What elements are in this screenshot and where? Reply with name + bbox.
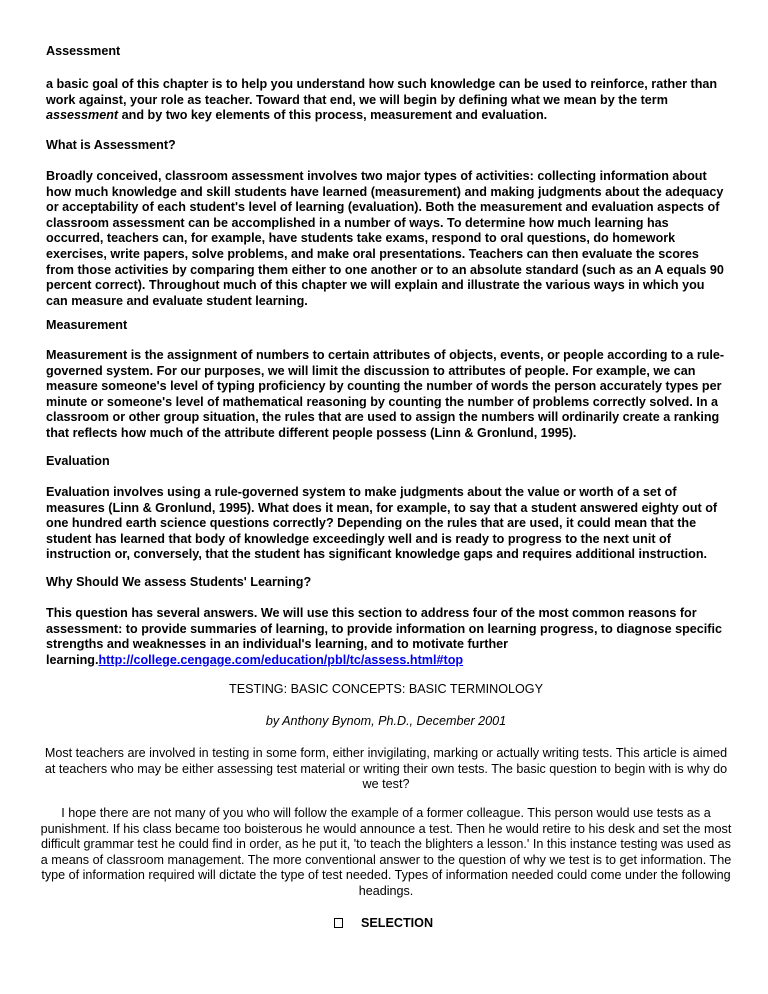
source-link[interactable]: http://college.cengage.com/education/pbl/tc/assess.html#top — [98, 652, 464, 667]
why-assess-text: This question has several answers. We will use this section to address four of the most common reasons for assessment: to provide summaries of learning, to provide information on learning progress, to diagnose specific strengths and weaknesses in an individual's learning, and to motivate further learning. — [46, 606, 723, 667]
bullet-item-selection — [334, 916, 634, 932]
heading-why-assess: Why Should We assess Students' Learning? — [46, 575, 312, 589]
paragraph-what-is-assessment: Broadly conceived, classroom assessment involves two major types of activities: collecting information about how much knowledge and skill students have learned (measurement) and making judgments about the adequacy or acceptability of each student's level of learning (evaluation). Both the measurement and evaluation aspects of classroom assessment can be accomplished in a number of ways. To determine how much learning has occurred, teachers can, for example, have students take exams, respond to oral questions, do homework exercises, write papers, solve problems, and make oral presentations. Teachers can then evaluate the scores from those activities by comparing them either to one another or to an absolute standard (such as an A equals 90 percent correct). Throughout much of this chapter we will explain and illustrate the various ways in which you can measure and evaluate student learning. — [46, 169, 724, 308]
paragraph-measurement: Measurement is the assignment of numbers to certain attributes of objects, events, or people according to a rule-governed system. For our purposes, we will limit the discussion to attributes of people. For example, we can measure someone's level of typing proficiency by counting the number of words the person accurately types per minute or someone's level of mathematical reasoning by counting the number of problems correctly solved. In a classroom or other group situation, the rules that are used to assign the numbers will ordinarily create a ranking that reflects how much of the attribute different people possess (Linn & Gronlund, 1995). — [46, 348, 725, 440]
paragraph-why-test: Most teachers are involved in testing in some form, either invigilating, marking or actually writing tests. This article is aimed at teachers who may be either assessing test material or writing their own tests. The basic question to begin with is why do we test? — [44, 746, 728, 792]
heading-evaluation: Evaluation — [46, 454, 110, 468]
intro-text-b: and by two key elements of this process, measurement and evaluation. — [118, 108, 548, 123]
testing-title: TESTING: BASIC CONCEPTS: BASIC TERMINOLOGY — [229, 682, 543, 696]
intro-text-a: a basic goal of this chapter is to help you understand how such knowledge can be used to reinforce, rather than work against, your role as teacher. Toward that end, we will begin by defining what we mean by the term — [46, 77, 718, 107]
paragraph-former-colleague: I hope there are not many of you who will follow the example of a former colleague. This person would use tests as a punishment. If his class became too boisterous he would announce a test. Then he would retire to his desk and set the most difficult grammar test he could find in order, as he put it, 'to teach the blighters a lesson.' In this instance testing was used as a means of classroom management. The more conventional answer to the question of why we test is to get information. The type of information required will dictate the type of test needed. Types of information needed could come under the following headings. — [40, 806, 732, 898]
selection-label: SELECTION — [361, 916, 434, 930]
heading-assessment: Assessment — [46, 44, 121, 58]
heading-measurement: Measurement — [46, 318, 128, 332]
paragraph-evaluation: Evaluation involves using a rule-governed system to make judgments about the value or worth of a set of measures (Linn & Gronlund, 1995). What does it mean, for example, to say that a student answered eighty out of one hundred earth science questions correctly? Depending on the rules that are used, it could mean that the student has learned that body of knowledge exceedingly well and is ready to progress to the next unit of instruction or, conversely, that the student has significant knowledge gaps and requires additional instruction. — [46, 485, 718, 562]
paragraph-why-assess — [46, 606, 726, 668]
square-bullet-icon — [334, 918, 343, 928]
byline: by Anthony Bynom, Ph.D., December 2001 — [265, 714, 507, 728]
paragraph-assessment-intro — [46, 77, 726, 124]
heading-what-is-assessment: What is Assessment? — [46, 138, 176, 152]
intro-emphasis: assessment — [46, 108, 119, 123]
